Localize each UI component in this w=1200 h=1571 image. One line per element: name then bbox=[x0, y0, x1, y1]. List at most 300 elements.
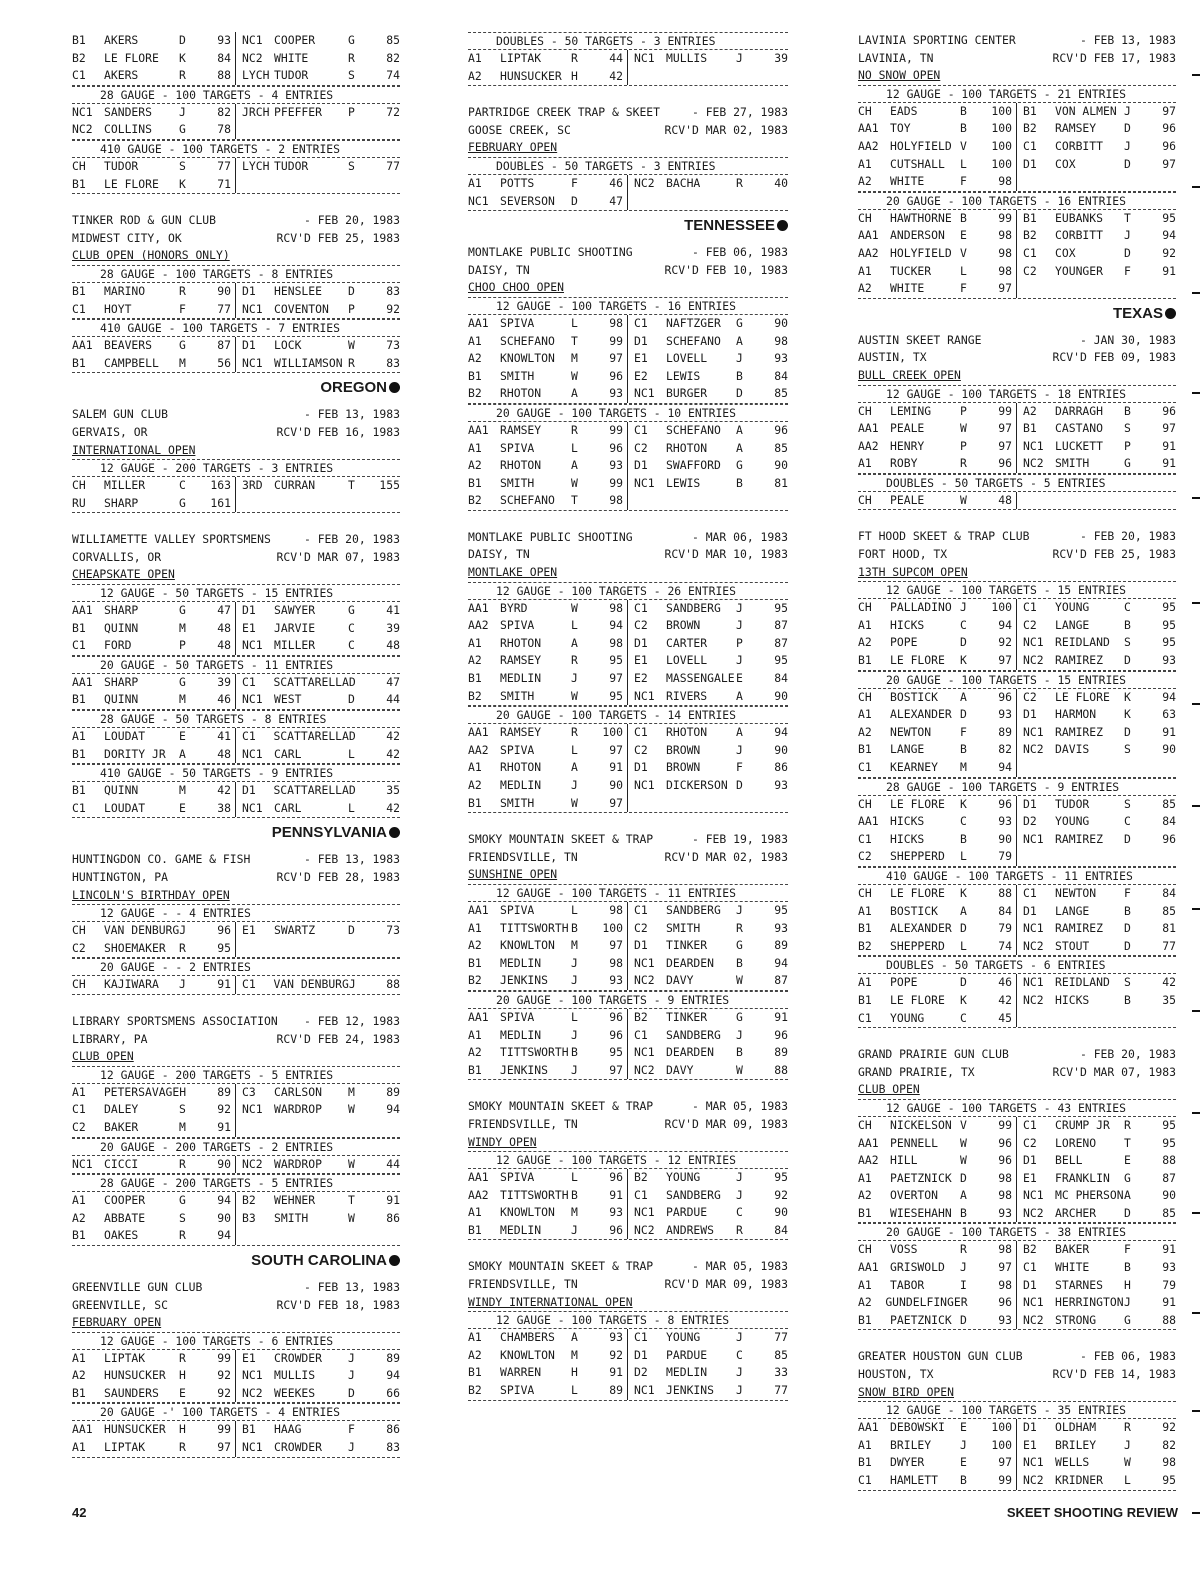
club-line bbox=[72, 531, 400, 549]
result-row bbox=[858, 492, 1176, 511]
shooter-name: LE FLORE bbox=[890, 653, 945, 668]
state-heading bbox=[858, 305, 1176, 322]
shooter-name: SCHEFANO bbox=[666, 333, 721, 348]
class-code: A2 bbox=[468, 351, 482, 366]
class-code bbox=[634, 193, 666, 211]
shooter-name: HARMON bbox=[1055, 707, 1097, 722]
class-code: NC1 bbox=[242, 355, 263, 370]
result-entry bbox=[72, 1156, 236, 1174]
squad-letter: D bbox=[348, 674, 356, 689]
class-code: B1 bbox=[858, 653, 872, 668]
club-city: FRIENDSVILLE, TN bbox=[468, 849, 578, 864]
received-date: RCV'D FEB 25, 1983 bbox=[276, 230, 400, 245]
score: 87 bbox=[217, 338, 231, 353]
shooter-name: VOSS bbox=[890, 1242, 918, 1257]
result-row bbox=[468, 193, 788, 212]
result-row bbox=[858, 1010, 1176, 1029]
result-entry bbox=[1017, 938, 1176, 956]
class-code: B3 bbox=[242, 1210, 256, 1225]
result-row bbox=[858, 1294, 1176, 1312]
squad-letter: G bbox=[179, 122, 186, 137]
squad-letter: F bbox=[179, 301, 186, 316]
result-entry bbox=[468, 492, 628, 510]
shooter-name: MEDLIN bbox=[500, 1027, 542, 1042]
shooter-name: PARDUE bbox=[666, 1205, 708, 1220]
result-entry bbox=[236, 176, 400, 194]
result-row bbox=[858, 280, 1176, 299]
result-entry bbox=[1017, 403, 1176, 421]
score: 96 bbox=[609, 1009, 623, 1024]
result-entry bbox=[858, 227, 1017, 245]
result-block bbox=[72, 764, 400, 818]
class-code: C1 bbox=[1023, 600, 1037, 615]
shooter-name: NAFTZGER bbox=[666, 315, 721, 330]
result-entry bbox=[72, 922, 236, 940]
result-entry bbox=[72, 1350, 236, 1368]
club-line bbox=[468, 104, 788, 122]
squad-letter: D bbox=[960, 635, 967, 650]
club-name: GREENVILLE GUN CLUB bbox=[72, 1279, 203, 1294]
class-code: C1 bbox=[634, 1027, 648, 1042]
event-name: FEBRUARY OPEN bbox=[72, 1315, 162, 1330]
result-entry bbox=[72, 176, 236, 194]
result-entry bbox=[236, 495, 400, 513]
result-row bbox=[468, 492, 788, 511]
column-right bbox=[858, 32, 1176, 1491]
squad-letter bbox=[1124, 1010, 1146, 1028]
result-block bbox=[858, 956, 1176, 1028]
shooter-name: LOVELL bbox=[666, 653, 708, 668]
score: 97 bbox=[609, 742, 623, 757]
class-code: C1 bbox=[634, 1330, 648, 1345]
class-code: E1 bbox=[242, 620, 256, 635]
score: 90 bbox=[774, 315, 788, 330]
shooter-name: MC PHERSON bbox=[1055, 1188, 1124, 1203]
result-entry bbox=[628, 972, 788, 990]
result-entry bbox=[468, 795, 628, 813]
score: 91 bbox=[1162, 724, 1176, 739]
squad-letter: B bbox=[736, 1045, 743, 1060]
squad-letter: D bbox=[736, 386, 743, 401]
score: 97 bbox=[1162, 421, 1176, 436]
class-code: B1 bbox=[1023, 421, 1037, 436]
squad-letter: L bbox=[960, 156, 967, 171]
squad-letter: M bbox=[571, 351, 578, 366]
squad-letter: E bbox=[179, 800, 186, 815]
result-entry bbox=[72, 1367, 236, 1385]
class-code: NC1 bbox=[634, 1383, 655, 1398]
result-entry bbox=[468, 1169, 628, 1187]
shooter-name: SPIVA bbox=[500, 315, 535, 330]
squad-letter: D bbox=[960, 1170, 967, 1185]
event-name: 13TH SUPCOM OPEN bbox=[858, 564, 968, 579]
score bbox=[1146, 848, 1176, 866]
club-name: AUSTIN SKEET RANGE bbox=[858, 332, 982, 347]
shooter-name: TINKER bbox=[666, 938, 708, 953]
result-entry bbox=[858, 438, 1017, 456]
result-entry bbox=[236, 1350, 400, 1368]
shooter-name: HUNSUCKER bbox=[104, 1422, 166, 1437]
result-block bbox=[72, 958, 400, 995]
shooter-name: VAN DENBURG bbox=[273, 977, 349, 992]
class-code: A1 bbox=[468, 333, 482, 348]
result-row bbox=[468, 1364, 788, 1382]
result-block bbox=[72, 1279, 400, 1332]
class-code: C1 bbox=[858, 1473, 872, 1487]
squad-letter: D bbox=[960, 707, 967, 722]
shooter-name: SWARTZ bbox=[274, 923, 316, 938]
result-block bbox=[72, 1066, 400, 1138]
class-code: B2 bbox=[468, 688, 482, 703]
class-code: NC1 bbox=[1023, 1295, 1044, 1310]
class-code bbox=[242, 176, 274, 194]
result-row bbox=[858, 1277, 1176, 1295]
shooter-name: CASTANO bbox=[1055, 421, 1104, 436]
club-line bbox=[468, 1258, 788, 1276]
class-code: A2 bbox=[858, 724, 872, 739]
squad-letter: K bbox=[960, 885, 967, 900]
shooter-name: KRIDNER bbox=[1055, 1473, 1104, 1487]
result-entry bbox=[628, 1204, 788, 1222]
class-code: NC2 bbox=[1023, 1473, 1044, 1487]
score: 66 bbox=[386, 1385, 400, 1400]
score: 96 bbox=[1162, 138, 1176, 153]
shooter-name: NEWTON bbox=[1055, 885, 1097, 900]
result-entry bbox=[628, 742, 788, 760]
gauge-header: 12 GAUGE - 100 TARGETS - 35 ENTRIES bbox=[858, 1401, 1176, 1419]
result-row bbox=[72, 283, 400, 301]
result-entry bbox=[628, 600, 788, 618]
score: 91 bbox=[609, 1365, 623, 1380]
squad-letter: J bbox=[736, 1027, 743, 1042]
result-row bbox=[858, 1241, 1176, 1259]
squad-letter: F bbox=[1124, 1242, 1131, 1257]
result-row bbox=[468, 600, 788, 618]
result-entry bbox=[858, 156, 1017, 174]
score: 96 bbox=[998, 796, 1012, 811]
shooter-name: HICKS bbox=[1055, 992, 1090, 1007]
result-entry bbox=[1017, 156, 1176, 174]
squad-letter: R bbox=[1124, 1420, 1131, 1435]
score: 98 bbox=[998, 1277, 1012, 1292]
class-code: B2 bbox=[468, 493, 482, 508]
result-row bbox=[72, 104, 400, 122]
score: 97 bbox=[1162, 103, 1176, 118]
class-code: B1 bbox=[468, 475, 482, 490]
shooter-name: MEDLIN bbox=[500, 955, 542, 970]
squad-letter: G bbox=[179, 338, 186, 353]
received-date: RCV'D FEB 25, 1983 bbox=[1052, 547, 1176, 562]
shooter-name: YOUNG bbox=[666, 1170, 701, 1185]
result-entry bbox=[1017, 455, 1176, 473]
result-row bbox=[858, 974, 1176, 992]
shooter-name: WARDROP bbox=[274, 1156, 323, 1171]
squad-letter: W bbox=[960, 421, 967, 436]
result-row bbox=[72, 674, 400, 692]
gauge-header: DOUBLES - 50 TARGETS - 5 ENTRIES bbox=[858, 474, 1176, 492]
shooter-name: LEMING bbox=[890, 403, 932, 418]
result-block bbox=[858, 1401, 1176, 1490]
result-entry bbox=[72, 1439, 236, 1457]
squad-letter: M bbox=[571, 938, 578, 953]
result-entry bbox=[236, 283, 400, 301]
result-row bbox=[858, 689, 1176, 707]
result-entry bbox=[628, 440, 788, 458]
class-code: NC1 bbox=[242, 746, 263, 761]
result-entry bbox=[1017, 1170, 1176, 1188]
result-entry bbox=[72, 1119, 236, 1137]
shooter-name: WIESEHAHN bbox=[890, 1205, 952, 1220]
result-block bbox=[72, 656, 400, 710]
shooter-name: TITTSWORTH bbox=[500, 920, 569, 935]
shooter-name: SCATTARELLA bbox=[273, 674, 349, 689]
result-block bbox=[468, 1098, 788, 1151]
class-code: B2 bbox=[468, 973, 482, 988]
squad-letter bbox=[348, 1119, 370, 1137]
squad-letter: W bbox=[348, 1156, 355, 1171]
squad-letter: F bbox=[571, 175, 578, 190]
result-row bbox=[858, 1170, 1176, 1188]
squad-letter: G bbox=[736, 458, 743, 473]
score: 87 bbox=[774, 618, 788, 633]
result-entry bbox=[72, 337, 236, 355]
squad-letter: P bbox=[348, 104, 355, 119]
result-row bbox=[858, 724, 1176, 742]
shooter-name: SHARP bbox=[104, 674, 139, 689]
squad-letter: R bbox=[1124, 1117, 1131, 1132]
gauge-header: 12 GAUGE - 100 TARGETS - 18 ENTRIES bbox=[858, 385, 1176, 403]
club-city: GRAND PRAIRIE, TX bbox=[858, 1064, 975, 1079]
shooter-name: HOYT bbox=[104, 301, 132, 316]
gauge-header: 20 GAUGE - 100 TARGETS - 10 ENTRIES bbox=[468, 404, 788, 422]
class-code bbox=[1023, 759, 1055, 777]
score: 91 bbox=[609, 760, 623, 775]
result-entry bbox=[236, 301, 400, 319]
class-code: CH bbox=[858, 796, 872, 811]
result-block bbox=[858, 1223, 1176, 1330]
club-city: FRIENDSVILLE, TN bbox=[468, 1277, 578, 1292]
result-row bbox=[72, 1210, 400, 1228]
class-code: CH bbox=[858, 103, 872, 118]
result-row bbox=[858, 920, 1176, 938]
result-entry bbox=[1017, 103, 1176, 121]
class-code: D1 bbox=[242, 338, 256, 353]
result-block bbox=[72, 904, 400, 958]
squad-letter: J bbox=[736, 742, 743, 757]
score: 42 bbox=[1162, 975, 1176, 990]
score: 99 bbox=[609, 422, 623, 437]
club-name: SALEM GUN CLUB bbox=[72, 407, 169, 422]
shooter-name: BELL bbox=[1055, 1153, 1083, 1168]
shoot-date: - FEB 19, 1983 bbox=[691, 832, 788, 847]
gauge-header: 20 GAUGE - 200 TARGETS - 2 ENTRIES bbox=[72, 1138, 400, 1156]
class-code: A1 bbox=[858, 707, 872, 722]
shooter-name: REIDLAND bbox=[1055, 635, 1110, 650]
shoot-date: - FEB 13, 1983 bbox=[303, 407, 400, 422]
class-code: A1 bbox=[858, 156, 872, 171]
shooter-name: RAMIREZ bbox=[1055, 831, 1104, 846]
shooter-name: ARCHER bbox=[1055, 1205, 1097, 1220]
shooter-name: MEDLIN bbox=[500, 671, 542, 686]
score: 99 bbox=[609, 333, 623, 348]
class-code: B1 bbox=[468, 1365, 482, 1380]
shooter-name: SCHEFANO bbox=[666, 422, 721, 437]
shooter-name bbox=[1055, 848, 1124, 866]
result-block bbox=[858, 867, 1176, 956]
shooter-name: WEEKES bbox=[274, 1385, 316, 1400]
class-code: A2 bbox=[858, 174, 872, 189]
score: 100 bbox=[991, 1437, 1012, 1452]
squad-letter: G bbox=[736, 315, 743, 330]
score bbox=[370, 121, 400, 139]
received-date: RCV'D MAR 02, 1983 bbox=[664, 849, 788, 864]
result-row bbox=[468, 1187, 788, 1205]
result-entry bbox=[628, 955, 788, 973]
shooter-name: DORITY JR bbox=[104, 746, 166, 761]
result-entry bbox=[858, 1205, 1017, 1223]
result-entry bbox=[628, 368, 788, 386]
shooter-name: HAWTHORNE bbox=[890, 210, 952, 225]
shooter-name: TUDOR bbox=[274, 68, 309, 83]
class-code: A2 bbox=[858, 281, 872, 296]
score: 93 bbox=[1162, 653, 1176, 668]
score: 91 bbox=[609, 1187, 623, 1202]
class-code: E2 bbox=[634, 368, 648, 383]
result-row bbox=[858, 796, 1176, 814]
squad-letter: S bbox=[1124, 796, 1131, 811]
shooter-name: COOPER bbox=[274, 33, 316, 47]
gauge-header: 12 GAUGE - 100 TARGETS - 43 ENTRIES bbox=[858, 1099, 1176, 1117]
shoot-date: - FEB 06, 1983 bbox=[691, 245, 788, 260]
squad-letter: C bbox=[960, 814, 967, 829]
received-date: RCV'D MAR 02, 1983 bbox=[664, 122, 788, 137]
result-entry bbox=[72, 746, 236, 764]
shooter-name: CARL bbox=[274, 800, 302, 815]
event-name: CHOO CHOO OPEN bbox=[468, 280, 565, 295]
result-entry bbox=[468, 385, 628, 403]
result-entry bbox=[1017, 420, 1176, 438]
shooter-name: CROWDER bbox=[274, 1350, 323, 1365]
result-row bbox=[72, 602, 400, 620]
shooter-name bbox=[274, 1119, 348, 1137]
squad-letter: B bbox=[960, 210, 967, 225]
class-code: AA2 bbox=[858, 138, 879, 153]
result-entry bbox=[236, 477, 400, 495]
result-entry bbox=[72, 691, 236, 709]
shooter-name: CORBITT bbox=[1055, 228, 1104, 243]
result-row bbox=[858, 759, 1176, 778]
score: 98 bbox=[609, 315, 623, 330]
squad-letter: F bbox=[1124, 885, 1131, 900]
squad-letter: F bbox=[736, 760, 743, 775]
class-code: B1 bbox=[1023, 103, 1037, 118]
squad-letter: B bbox=[571, 1187, 578, 1202]
shooter-name bbox=[274, 940, 348, 958]
shoot-date: - MAR 05, 1983 bbox=[691, 1099, 788, 1114]
shooter-name: SWAFFORD bbox=[666, 458, 721, 473]
class-code: AA1 bbox=[468, 1009, 489, 1024]
class-code: B1 bbox=[858, 1205, 872, 1220]
squad-letter: S bbox=[179, 158, 186, 173]
shooter-name: SANDBERG bbox=[666, 902, 721, 917]
shooter-name: LORENO bbox=[1055, 1135, 1097, 1150]
result-block bbox=[72, 1332, 400, 1404]
squad-letter: A bbox=[960, 903, 967, 918]
shooter-name: YOUNG bbox=[666, 1330, 701, 1345]
squad-letter: R bbox=[736, 1222, 743, 1237]
result-row bbox=[858, 1312, 1176, 1331]
squad-letter: W bbox=[348, 1102, 355, 1117]
result-entry bbox=[628, 68, 788, 86]
score: 91 bbox=[1162, 1295, 1176, 1310]
class-code: NC2 bbox=[634, 1222, 655, 1237]
result-row bbox=[468, 972, 788, 991]
class-code: AA1 bbox=[468, 315, 489, 330]
squad-letter: S bbox=[179, 1102, 186, 1117]
score: 82 bbox=[217, 104, 231, 119]
squad-letter: D bbox=[1124, 831, 1131, 846]
shooter-name: LEWIS bbox=[666, 368, 701, 383]
result-entry bbox=[72, 32, 236, 50]
result-row bbox=[468, 759, 788, 777]
shooter-name: DARRAGH bbox=[1055, 403, 1104, 418]
result-row bbox=[468, 617, 788, 635]
class-code: E1 bbox=[242, 923, 256, 938]
squad-letter: J bbox=[179, 104, 186, 119]
result-row bbox=[72, 1192, 400, 1210]
squad-letter: L bbox=[571, 1170, 578, 1185]
class-code: CH bbox=[858, 210, 872, 225]
class-code: B1 bbox=[72, 33, 86, 47]
result-row bbox=[72, 477, 400, 495]
class-code: NC2 bbox=[242, 50, 263, 65]
class-code: B2 bbox=[634, 1170, 648, 1185]
result-row bbox=[72, 728, 400, 746]
squad-letter: A bbox=[571, 760, 578, 775]
bullet-icon bbox=[389, 382, 400, 393]
squad-letter: D bbox=[1124, 156, 1131, 171]
shooter-name: HICKS bbox=[890, 814, 925, 829]
score: 33 bbox=[774, 1365, 788, 1380]
squad-letter: H bbox=[1124, 1277, 1131, 1292]
class-code bbox=[242, 495, 274, 513]
result-entry bbox=[1017, 263, 1176, 281]
score: 44 bbox=[386, 1156, 400, 1171]
club-city: GOOSE CREEK, SC bbox=[468, 122, 571, 137]
class-code: B1 bbox=[72, 283, 86, 298]
shooter-name: DEARDEN bbox=[666, 955, 715, 970]
result-entry bbox=[628, 1044, 788, 1062]
squad-letter: A bbox=[571, 635, 578, 650]
score: 88 bbox=[998, 885, 1012, 900]
event-name: WINDY INTERNATIONAL OPEN bbox=[468, 1294, 633, 1309]
score: 73 bbox=[386, 923, 400, 938]
gauge-header: 12 GAUGE - 100 TARGETS - 12 ENTRIES bbox=[468, 1151, 788, 1169]
club-name: GRAND PRAIRIE GUN CLUB bbox=[858, 1047, 1009, 1062]
result-entry bbox=[628, 175, 788, 193]
score: 81 bbox=[774, 475, 788, 490]
class-code: NC1 bbox=[242, 1440, 263, 1455]
class-code: CH bbox=[858, 689, 872, 704]
result-entry bbox=[858, 759, 1017, 777]
club-name: PARTRIDGE CREEK TRAP & SKEET bbox=[468, 105, 661, 120]
score: 93 bbox=[774, 920, 788, 935]
shooter-name: HERRINGTON bbox=[1055, 1295, 1124, 1310]
score: 48 bbox=[217, 620, 231, 635]
score: 95 bbox=[774, 600, 788, 615]
result-entry bbox=[628, 1027, 788, 1045]
result-entry bbox=[236, 1084, 400, 1102]
